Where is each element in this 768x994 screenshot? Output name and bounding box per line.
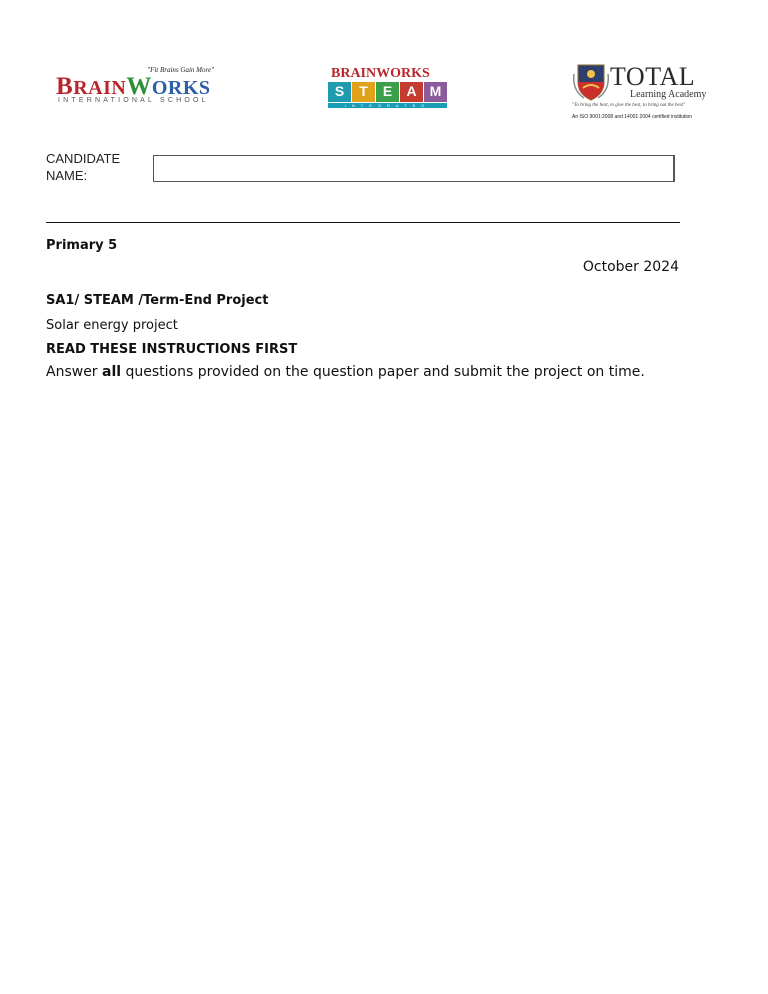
logo-tagline: "Fit Brains Gain More" <box>147 66 214 74</box>
candidate-name-label: CANDIDATE NAME: <box>46 151 121 183</box>
total-subtitle: Learning Academy <box>630 89 707 100</box>
steam-tile-s: S <box>328 82 351 102</box>
subject-title: Solar energy project <box>46 318 178 333</box>
steam-wordmark: BRAINWORKS <box>331 66 430 81</box>
instructions-text: Answer all questions provided on the question paper and submit the project on time. <box>46 364 645 380</box>
total-iso-note: An ISO 9001:2008 and 14001:2004 certified institution <box>572 114 693 120</box>
steam-tiles <box>328 82 448 102</box>
steam-underline: INTEGRATED <box>328 103 447 108</box>
steam-tile-e: E <box>376 82 399 102</box>
brainworks-school-logo <box>56 66 214 106</box>
logo-wordmark: BRAINWORKS <box>56 73 211 100</box>
exam-date: October 2024 <box>582 259 679 275</box>
candidate-name-field[interactable] <box>153 155 675 182</box>
total-academy-logo <box>572 62 720 124</box>
steam-tile-a: A <box>400 82 423 102</box>
header-divider <box>46 222 680 223</box>
total-wordmark: TOTAL <box>610 62 696 91</box>
steam-tile-t: T <box>352 82 375 102</box>
instructions-heading: READ THESE INSTRUCTIONS FIRST <box>46 342 298 357</box>
total-motto: "To bring the best, to give the best, to bring out the best" <box>572 103 686 108</box>
logo-subtitle: INTERNATIONAL SCHOOL <box>58 97 209 104</box>
project-title: SA1/ STEAM /Term-End Project <box>46 293 269 308</box>
steam-tile-m: M <box>424 82 447 102</box>
brainworks-steam-logo <box>328 66 448 110</box>
crest-icon <box>572 62 610 102</box>
level-label: Primary 5 <box>46 238 118 253</box>
